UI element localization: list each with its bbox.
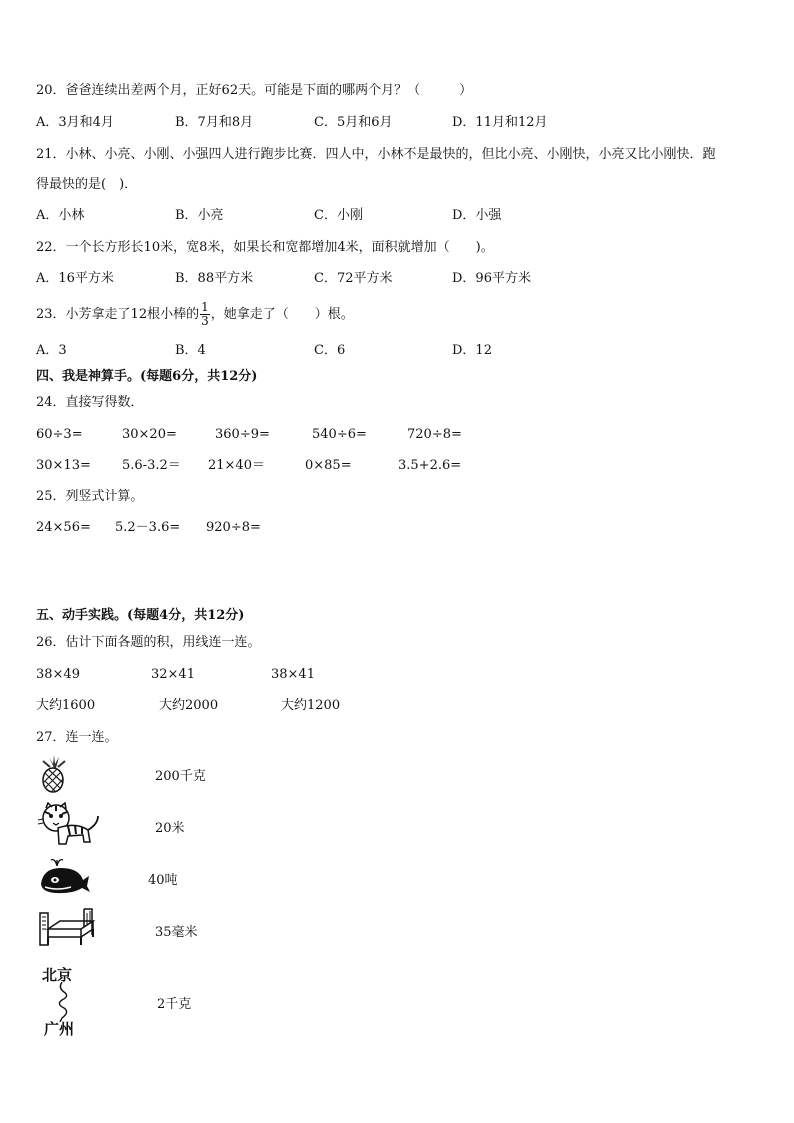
q24-expr: 720÷8= (407, 427, 462, 442)
q24-expr: 5.6-3.2＝ (122, 458, 181, 473)
q23-option-c: C．6 (314, 343, 346, 358)
q20-option-c: C．5月和6月 (314, 115, 393, 130)
q27-label: 20米 (155, 821, 185, 836)
q26-estimate: 大约1600 (36, 698, 96, 713)
q24-expr: 360÷9= (215, 427, 270, 442)
q23-option-d: D．12 (452, 343, 492, 358)
q23-stem (36, 298, 354, 332)
q21-stem-line1: 21．小林、小亮、小刚、小强四人进行跑步比赛．四人中，小林不是最快的，但比小亮、小刚快，小亮又比小刚快．跑 (36, 147, 716, 162)
q23-fraction (200, 301, 210, 328)
q24-expr: 60÷3= (36, 427, 83, 442)
q23-option-b: B．4 (175, 343, 206, 358)
q24-expr: 3.5+2.6= (398, 458, 462, 473)
q22-option-c: C．72平方米 (314, 271, 393, 286)
q25-stem: 25．列竖式计算。 (36, 489, 144, 504)
bed-icon (37, 905, 95, 947)
map-label-beijing: 北京 (42, 966, 73, 984)
q22-stem: 22．一个长方形长10米，宽8米，如果长和宽都增加4米，面积就增加（ )。 (36, 240, 494, 255)
q21-option-c: C．小刚 (314, 208, 363, 223)
q21-option-b: B．小亮 (175, 208, 224, 223)
q24-expr: 540÷6= (312, 427, 367, 442)
q26-expr: 38×49 (36, 667, 80, 682)
q23-fraction-denominator: 3 (201, 314, 209, 328)
q27-label: 200千克 (155, 769, 206, 784)
q26-expr: 32×41 (151, 667, 195, 682)
q25-expr: 24×56= (36, 520, 91, 535)
q24-expr: 30×13= (36, 458, 91, 473)
q24-expr: 0×85= (305, 458, 352, 473)
q23-stem-before: 23．小芳拿走了12根小棒的 (36, 307, 200, 322)
q26-stem: 26．估计下面各题的积，用线连一连。 (36, 635, 261, 650)
q27-label: 40吨 (148, 873, 178, 888)
whale-icon (37, 856, 91, 896)
q24-stem: 24．直接写得数． (36, 395, 144, 410)
map-label-guangzhou: 广州 (44, 1020, 75, 1038)
map-route-icon (40, 962, 86, 1042)
q21-option-a: A．小林 (36, 208, 85, 223)
q22-option-a: A．16平方米 (36, 271, 114, 286)
q22-option-b: B．88平方米 (175, 271, 254, 286)
q27-label: 2千克 (157, 997, 192, 1012)
q23-stem-after: ，她拿走了（ ）根。 (210, 307, 354, 322)
section-5-title: 五、动手实践。(每题4分，共12分) (36, 608, 245, 623)
q20-stem: 20．爸爸连续出差两个月，正好62天。可能是下面的哪两个月？（ ） (36, 83, 473, 98)
q26-estimate: 大约1200 (281, 698, 341, 713)
q25-expr: 5.2－3.6= (115, 520, 181, 535)
q24-expr: 30×20= (122, 427, 177, 442)
q26-estimate: 大约2000 (159, 698, 219, 713)
q27-label: 35毫米 (155, 925, 198, 940)
q20-option-b: B．7月和8月 (175, 115, 254, 130)
pineapple-icon (37, 755, 71, 793)
q20-option-a: A．3月和4月 (36, 115, 114, 130)
section-4-title: 四、我是神算手。(每题6分，共12分) (36, 369, 258, 384)
q21-option-d: D．小强 (452, 208, 502, 223)
q23-option-a: A．3 (36, 343, 67, 358)
q24-expr: 21×40＝ (208, 458, 265, 473)
q25-expr: 920÷8= (206, 520, 261, 535)
q23-fraction-numerator: 1 (201, 300, 209, 314)
q21-stem-line2: 得最快的是( )． (36, 177, 138, 192)
q22-option-d: D．96平方米 (452, 271, 531, 286)
q20-option-d: D．11月和12月 (452, 115, 548, 130)
tiger-icon (38, 802, 102, 846)
q27-stem: 27．连一连。 (36, 730, 118, 745)
q26-expr: 38×41 (271, 667, 315, 682)
